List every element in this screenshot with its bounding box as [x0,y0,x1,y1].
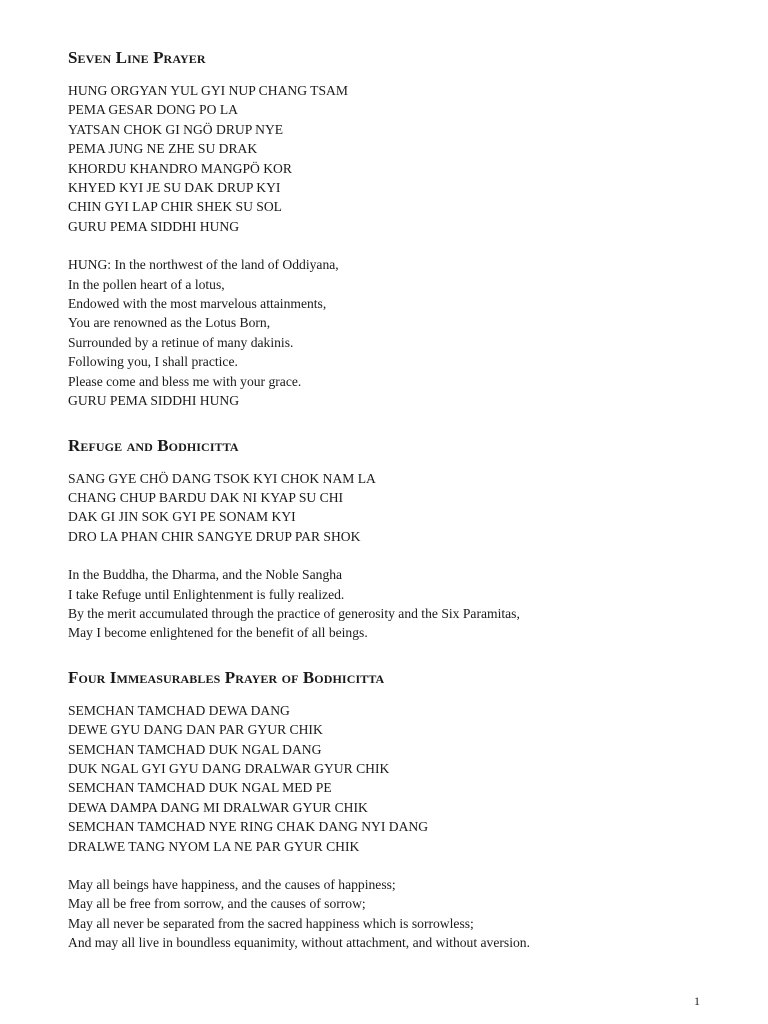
page-number: 1 [694,994,700,1008]
translation-line: Endowed with the most marvelous attainments, [68,296,327,312]
translation-line: Following you, I shall practice. [68,354,238,370]
verse-line: SEMCHAN TAMCHAD DUK NGAL MED PE [68,780,332,796]
translation-line: HUNG: In the northwest of the land of Oddiyana, [68,257,339,273]
verse-line: DEWE GYU DANG DAN PAR GYUR CHIK [68,722,323,738]
translation-line: Please come and bless me with your grace. [68,373,302,389]
section-four-immeasurables [68,666,728,953]
translation-line: In the pollen heart of a lotus, [68,276,225,292]
section-title: Refuge and Bodhicitta [68,435,239,455]
translation-line: By the merit accumulated through the practice of generosity and the Six Paramitas, [68,605,520,621]
section-title: Four Immeasurables Prayer of Bodhicitta [68,667,385,687]
verse-line: KHYED KYI JE SU DAK DRUP KYI [68,180,281,196]
verse-line: DRO LA PHAN CHIR SANGYE DRUP PAR SHOK [68,528,361,544]
translation-line: I take Refuge until Enlightenment is fully realized. [68,586,345,602]
verse-line: CHANG CHUP BARDU DAK NI KYAP SU CHI [68,489,344,505]
tibetan-verse [68,469,728,547]
verse-line: PEMA JUNG NE ZHE SU DRAK [68,141,258,157]
verse-line: PEMA GESAR DONG PO LA [68,102,238,118]
tibetan-verse [68,701,728,856]
document-page [68,46,728,953]
translation-line: Surrounded by a retinue of many dakinis. [68,334,294,350]
section-title: Seven Line Prayer [68,48,206,67]
verse-line: YATSAN CHOK GI NGÖ DRUP NYE [68,121,284,137]
verse-line: KHORDU KHANDRO MANGPÖ KOR [68,160,292,176]
verse-line: HUNG ORGYAN YUL GYI NUP CHANG TSAM [68,83,348,98]
translation-line: May I become enlightened for the benefit of all beings. [68,625,368,641]
verse-line: DRALWE TANG NYOM LA NE PAR GYUR CHIK [68,838,360,854]
translation-line: May all be free from sorrow, and the causes of sorrow; [68,896,366,912]
english-translation [68,255,728,410]
english-translation [68,565,728,643]
verse-line: DAK GI JIN SOK GYI PE SONAM KYI [68,509,296,525]
verse-line: DEWA DAMPA DANG MI DRALWAR GYUR CHIK [68,799,368,815]
verse-line: SEMCHAN TAMCHAD NYE RING CHAK DANG NYI DANG [68,819,429,835]
translation-line: You are renowned as the Lotus Born, [68,315,271,331]
section-seven-line-prayer [68,46,728,411]
translation-line: And may all live in boundless equanimity, without attachment, and without aversion. [68,935,530,951]
verse-line: SANG GYE CHÖ DANG TSOK KYI CHOK NAM LA [68,470,376,486]
section-refuge-and-bodhicitta [68,434,728,643]
verse-line: DUK NGAL GYI GYU DANG DRALWAR GYUR CHIK [68,760,390,776]
tibetan-verse [68,81,728,236]
verse-line: SEMCHAN TAMCHAD DEWA DANG [68,702,290,718]
verse-line: SEMCHAN TAMCHAD DUK NGAL DANG [68,741,322,757]
verse-line: GURU PEMA SIDDHI HUNG [68,218,240,234]
english-translation [68,875,728,953]
verse-line: CHIN GYI LAP CHIR SHEK SU SOL [68,199,282,215]
translation-line: GURU PEMA SIDDHI HUNG [68,393,240,409]
translation-line: May all beings have happiness, and the causes of happiness; [68,877,396,892]
translation-line: May all never be separated from the sacred happiness which is sorrowless; [68,915,474,931]
translation-line: In the Buddha, the Dharma, and the Noble Sangha [68,567,343,583]
